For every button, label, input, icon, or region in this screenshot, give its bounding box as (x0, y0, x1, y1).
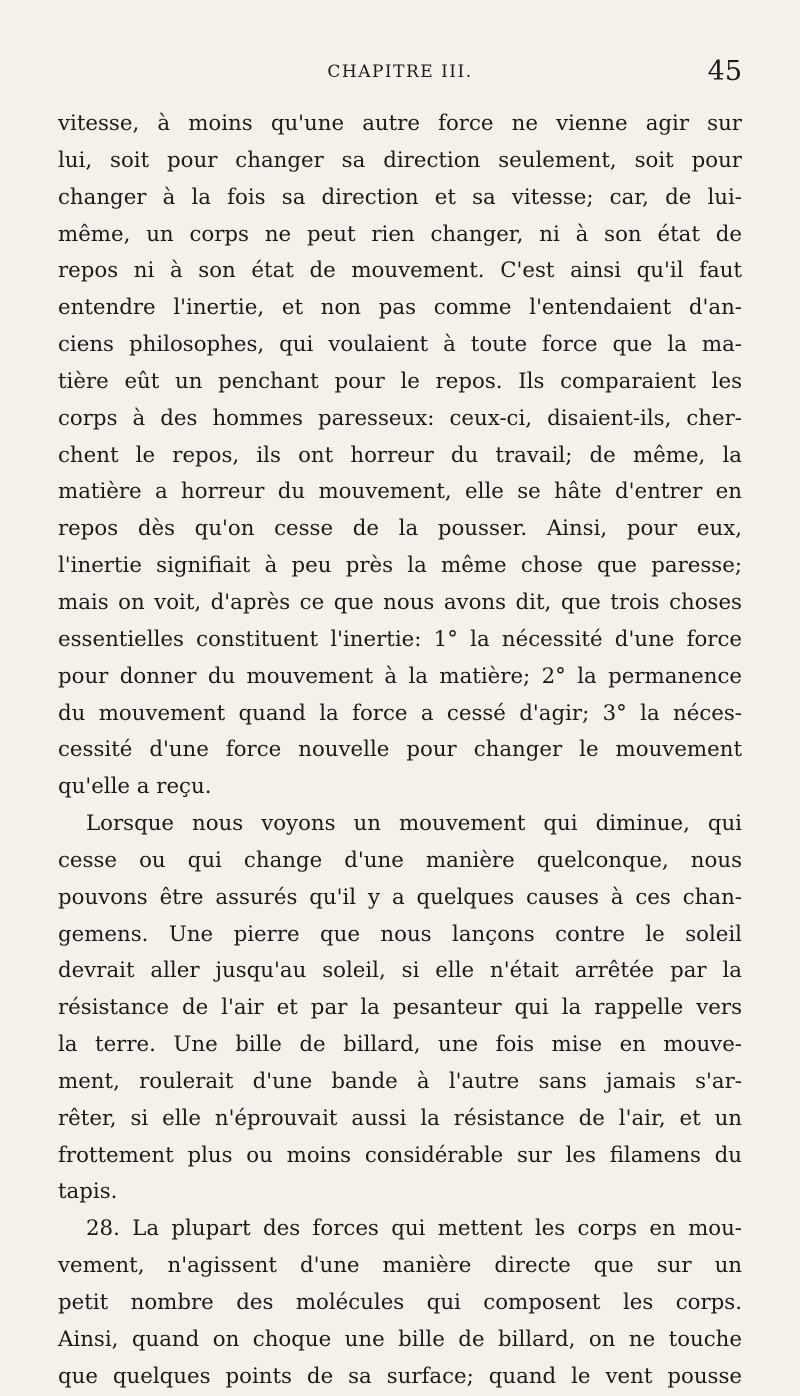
text-line: matière a horreur du mouvement, elle se hâte d'entrer en (58, 479, 742, 505)
text-line: rêter, si elle n'éprouvait aussi la résistance de l'air, et un (58, 1105, 742, 1131)
text-line: tière eût un penchant pour le repos. Ils comparaient les (58, 368, 742, 394)
text-line: corps à des hommes paresseux: ceux-ci, disaient-ils, cher- (58, 405, 742, 431)
text-line: gemens. Une pierre que nous lançons contre le soleil (58, 921, 742, 947)
text-body (58, 106, 742, 1396)
text-line: cessité d'une force nouvelle pour changer le mouvement (58, 737, 742, 763)
text-line: chent le repos, ils ont horreur du travail; de même, la (58, 442, 742, 468)
text-line: ment, roulerait d'une bande à l'autre sans jamais s'ar- (58, 1068, 742, 1094)
text-line: Ainsi, quand on choque une bille de billard, on ne touche (58, 1326, 742, 1352)
text-line: que quelques points de sa surface; quand le vent pousse (58, 1363, 742, 1389)
text-line: entendre l'inertie, et non pas comme l'entendaient d'an- (58, 295, 742, 321)
text-line: vitesse, à moins qu'une autre force ne vienne agir sur (58, 111, 742, 136)
running-head (58, 58, 742, 92)
text-line: essentielles constituent l'inertie: 1° la nécessité d'une force (58, 626, 742, 652)
text-line: vement, n'agissent d'une manière directe que sur un (58, 1253, 742, 1279)
page-number: 45 (707, 56, 742, 87)
text-line: mais on voit, d'après ce que nous avons dit, que trois choses (58, 589, 742, 615)
text-line: l'inertie signifiait à peu près la même chose que paresse; (58, 553, 742, 579)
text-line: lui, soit pour changer sa direction seulement, soit pour (58, 147, 742, 173)
text-line: même, un corps ne peut rien changer, ni à son état de (58, 221, 742, 247)
text-line: devrait aller jusqu'au soleil, si elle n'était arrêtée par la (58, 958, 742, 984)
text-line: tapis. (58, 1179, 118, 1205)
text-line: Lorsque nous voyons un mouvement qui diminue, qui (86, 811, 742, 837)
text-line: repos ni à son état de mouvement. C'est ainsi qu'il faut (58, 258, 742, 284)
text-line: frottement plus ou moins considérable sur les filamens du (58, 1142, 742, 1168)
text-line: pouvons être assurés qu'il y a quelques causes à ces chan- (58, 884, 742, 910)
text-line: changer à la fois sa direction et sa vitesse; car, de lui- (58, 184, 742, 210)
text-line: cesse ou qui change d'une manière quelconque, nous (58, 847, 742, 873)
text-line: résistance de l'air et par la pesanteur qui la rappelle vers (58, 995, 742, 1021)
text-line: ciens philosophes, qui voulaient à toute force que la ma- (58, 332, 742, 358)
text-line: 28. La plupart des forces qui mettent les corps en mou- (86, 1216, 742, 1242)
text-line: qu'elle a reçu. (58, 774, 212, 800)
text-line: du mouvement quand la force a cessé d'agir; 3° la néces- (58, 700, 742, 726)
chapter-title: CHAPITRE III. (327, 62, 473, 82)
text-line: la terre. Une bille de billard, une fois mise en mouve- (58, 1032, 742, 1058)
text-line: pour donner du mouvement à la matière; 2° la permanence (58, 663, 742, 689)
text-line: repos dès qu'on cesse de la pousser. Ainsi, pour eux, (58, 516, 742, 542)
text-line: petit nombre des molécules qui composent les corps. (58, 1290, 742, 1315)
